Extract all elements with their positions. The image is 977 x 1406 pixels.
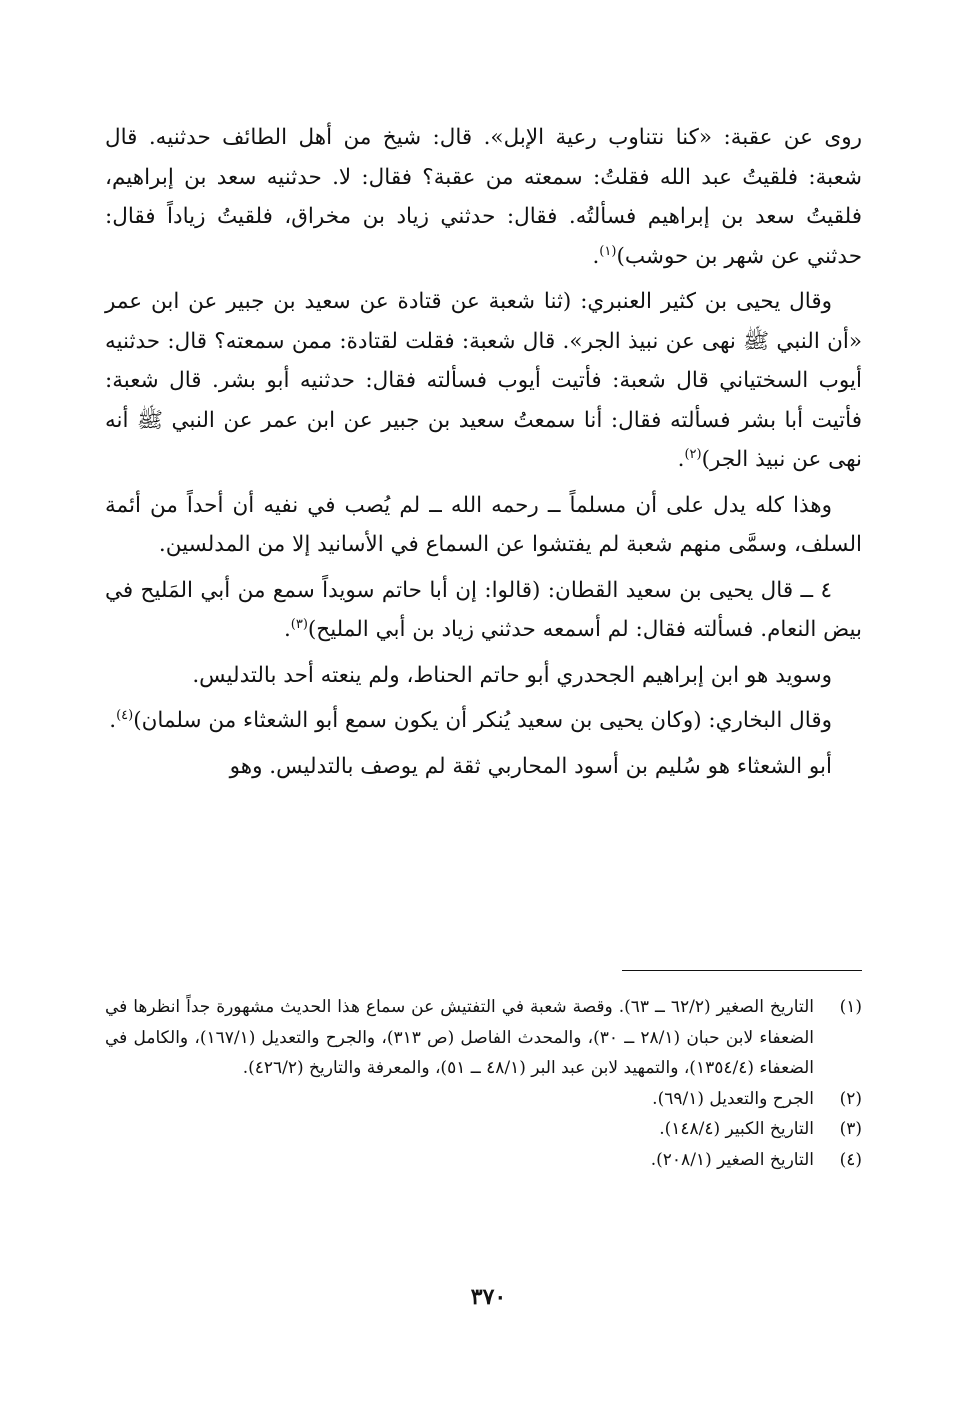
paragraph [105,118,862,276]
paragraph [105,701,862,741]
paragraph-tail: . [283,617,291,642]
paragraph-tail: . [677,447,685,472]
footnote-divider [622,970,862,971]
footnote-item [105,992,862,1084]
footnote-item [105,1084,862,1115]
footnote-ref[interactable]: (١) [599,243,617,259]
paragraph-text: أبو الشعثاء هو سُليم بن أسود المحاربي ثقة لم يوصف بالتدليس. وهو [229,753,832,779]
footnote-number: (٢) [839,1088,862,1109]
paragraph [105,571,862,650]
footnote-item [105,1145,862,1176]
paragraph [105,656,862,696]
paragraph-text: وسويد هو ابن إبراهيم الجحدري أبو حاتم الحناط، ولم ينعته أحد بالتدليس. [192,662,832,688]
footnote-ref[interactable]: (٢) [684,446,702,462]
footnote-ref[interactable]: (٣) [290,616,308,632]
footnote-number: (٣) [839,1119,862,1139]
main-text-block [105,118,862,792]
paragraph [105,282,862,480]
paragraph-text: وقال البخاري: (وكان يحيى بن سعيد يُنكر أن يكون سمع أبو الشعثاء من سلمان) [133,708,832,733]
footnote-number: (١) [839,997,862,1017]
footnote-ref[interactable]: (٤) [116,707,134,723]
paragraph-text: ٤ ــ قال يحيى بن سعيد القطان: (قالوا: إن أبا حاتم سويداً سمع من أبي المَليح في بيض النعام. فسألته فقال: لم أسمعه حدثني زياد بن أبي المليح) [105,577,862,642]
footnote-text: التاريخ الكبير (١٤٨/٤). [659,1119,814,1139]
footnote-text: الجرح والتعديل (٦٩/١). [652,1088,814,1109]
footnote-text: التاريخ الصغير (٢٠٨/١). [650,1149,814,1170]
paragraph [105,486,862,565]
paragraph-text: وقال يحيى بن كثير العنبري: (ثنا شعبة عن قتادة عن سعيد بن جبير عن ابن عمر «أن النبي ﷺ نهى عن نبيذ الجر». قال شعبة: فقلت لقتادة: ممن سمعته؟ قال: حدثنيه أيوب السختياني قال شعبة: فأتيت أيوب فسألته فقال: حدثنيه أبو بشر. قال شعبة: فأتيت أبا بشر فسألته فقال: أنا سمعتُ سعيد بن جبير عن ابن عمر عن النبي ﷺ أنه نهى عن نبيذ الجر) [105,289,862,472]
footnote-text: التاريخ الصغير (٦٢/٢ ــ ٦٣). وقصة شعبة في التفتيش عن سماع هذا الحديث مشهورة جداً انظرها في الضعفاء لابن حبان (٢٨/١ ــ ٣٠)، والمحدث الفاصل (ص ٣١٣)، والجرح والتعديل (١٦٧/١)، والكامل في الضعفاء (١٣٥٤/٤)، والتمهيد لابن عبد البر (٤٨/١ ــ ٥١)، والمعرفة والتاريخ (٤٢٦/٢). [105,997,814,1078]
page-number: ٣٧٠ [470,1284,507,1310]
footnotes-section [105,992,862,1175]
paragraph-tail: . [109,708,117,733]
paragraph-tail: . [592,243,600,269]
footnote-item [105,1114,862,1145]
footnote-number: (٤) [839,1149,862,1170]
paragraph [105,747,862,787]
paragraph-text: روى عن عقبة: «كنا نتناوب رعية الإبل». قال: شيخ من أهل الطائف حدثنيه. قال شعبة: فلقيتُ عبد الله فقلتُ: سمعته من عقبة؟ فقال: لا. حدثنيه سعد بن إبراهيم، فلقيتُ سعد بن إبراهيم فسألتُه. فقال: حدثني زياد بن مخراق، فلقيتُ زياداً فقال: حدثني عن شهر بن حوشب) [105,125,862,269]
paragraph-text: وهذا كله يدل على أن مسلماً ــ رحمه الله ــ لم يُصب في نفيه أن أحداً من أئمة السلف، وسمَّى منهم شعبة لم يفتشوا عن السماع في الأسانيد إلا من المدلسين. [105,492,862,557]
